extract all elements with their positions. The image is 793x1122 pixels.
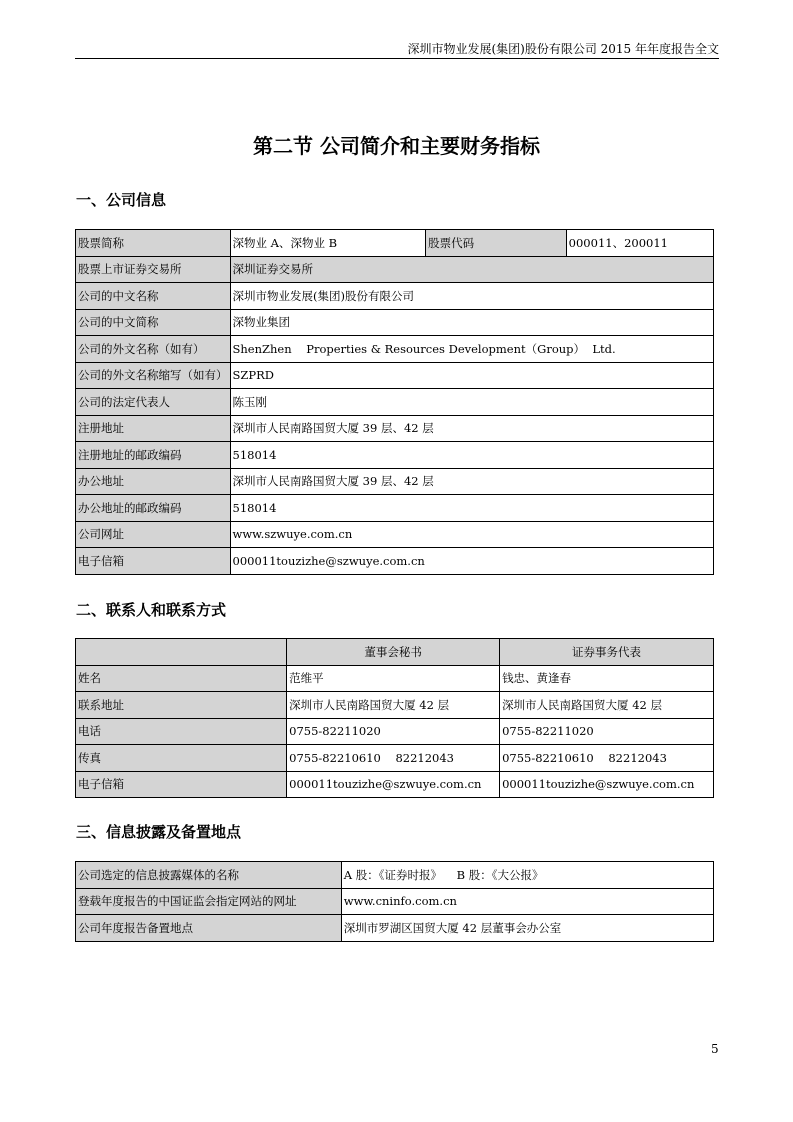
row-label: 公司网址 [76,521,231,548]
table-row [76,521,714,548]
rep-value: 深圳市人民南路国贸大厦 42 层 [500,692,714,719]
row-label: 注册地址的邮政编码 [76,442,231,469]
header-blank [76,639,287,666]
row-label: 联系地址 [76,692,287,719]
table-row [76,745,714,772]
table-row [76,915,714,942]
secretary-value: 0755-82210610 82212043 [287,745,500,772]
secretary-value: 000011touzizhe@szwuye.com.cn [287,771,500,798]
table-row [76,771,714,798]
section-title: 第二节 公司简介和主要财务指标 [253,134,540,158]
table-row [76,495,714,522]
row-label: 公司选定的信息披露媒体的名称 [76,862,342,889]
secretary-value: 范维平 [287,665,500,692]
contacts-heading: 二、联系人和联系方式 [76,601,227,619]
disclosure-table [75,861,714,942]
row-value: www.szwuye.com.cn [230,521,714,548]
table-row [76,718,714,745]
table-row [76,665,714,692]
stock-code-value: 000011、200011 [566,230,713,257]
row-value: ShenZhen Properties & Resources Development（Group） Ltd. [230,336,714,363]
row-label: 公司的中文简称 [76,309,231,336]
row-value: A 股：《证券时报》 B 股：《大公报》 [341,862,713,889]
row-value: www.cninfo.com.cn [341,888,713,915]
row-label: 公司的外文名称缩写（如有） [76,362,231,389]
rep-value: 0755-82211020 [500,718,714,745]
row-label: 办公地址的邮政编码 [76,495,231,522]
page-number: 5 [711,1042,719,1056]
row-value: 陈玉刚 [230,389,714,416]
row-label: 股票上市证券交易所 [76,256,231,283]
contacts-table [75,638,714,798]
table-row [76,548,714,575]
row-value: SZPRD [230,362,714,389]
stock-code-label: 股票代码 [426,230,567,257]
table-row [76,230,714,257]
row-value: 000011touzizhe@szwuye.com.cn [230,548,714,575]
row-label: 办公地址 [76,468,231,495]
table-row [76,468,714,495]
row-label: 传真 [76,745,287,772]
header-rule [75,58,719,59]
table-row [76,888,714,915]
header-secretary: 董事会秘书 [287,639,500,666]
row-label: 登载年度报告的中国证监会指定网站的网址 [76,888,342,915]
row-label: 姓名 [76,665,287,692]
table-row [76,862,714,889]
table-row [76,309,714,336]
row-label: 电子信箱 [76,548,231,575]
running-header: 深圳市物业发展(集团)股份有限公司 2015 年年度报告全文 [407,42,719,56]
row-value: 深圳市人民南路国贸大厦 39 层、42 层 [230,415,714,442]
company-info-table [75,229,714,575]
table-header-row [76,639,714,666]
table-row [76,692,714,719]
row-label: 电话 [76,718,287,745]
table-row [76,415,714,442]
row-value: 深圳市罗湖区国贸大厦 42 层董事会办公室 [341,915,713,942]
row-label: 公司的中文名称 [76,283,231,310]
row-label: 注册地址 [76,415,231,442]
row-value: 深圳市人民南路国贸大厦 39 层、42 层 [230,468,714,495]
rep-value: 000011touzizhe@szwuye.com.cn [500,771,714,798]
secretary-value: 0755-82211020 [287,718,500,745]
row-label: 公司的外文名称（如有） [76,336,231,363]
table-row [76,362,714,389]
table-row [76,283,714,310]
table-row [76,256,714,283]
stock-abbr-value: 深物业 A、深物业 B [230,230,426,257]
secretary-value: 深圳市人民南路国贸大厦 42 层 [287,692,500,719]
table-row [76,389,714,416]
row-value: 518014 [230,495,714,522]
row-label: 公司的法定代表人 [76,389,231,416]
table-row [76,442,714,469]
row-label: 公司年度报告备置地点 [76,915,342,942]
stock-abbr-label: 股票简称 [76,230,231,257]
rep-value: 0755-82210610 82212043 [500,745,714,772]
rep-value: 钱忠、黄逢春 [500,665,714,692]
row-value: 深圳证券交易所 [230,256,714,283]
header-rep: 证券事务代表 [500,639,714,666]
disclosure-heading: 三、信息披露及备置地点 [76,823,242,841]
table-row [76,336,714,363]
row-label: 电子信箱 [76,771,287,798]
row-value: 深圳市物业发展(集团)股份有限公司 [230,283,714,310]
row-value: 518014 [230,442,714,469]
row-value: 深物业集团 [230,309,714,336]
company-info-heading: 一、公司信息 [76,191,167,209]
